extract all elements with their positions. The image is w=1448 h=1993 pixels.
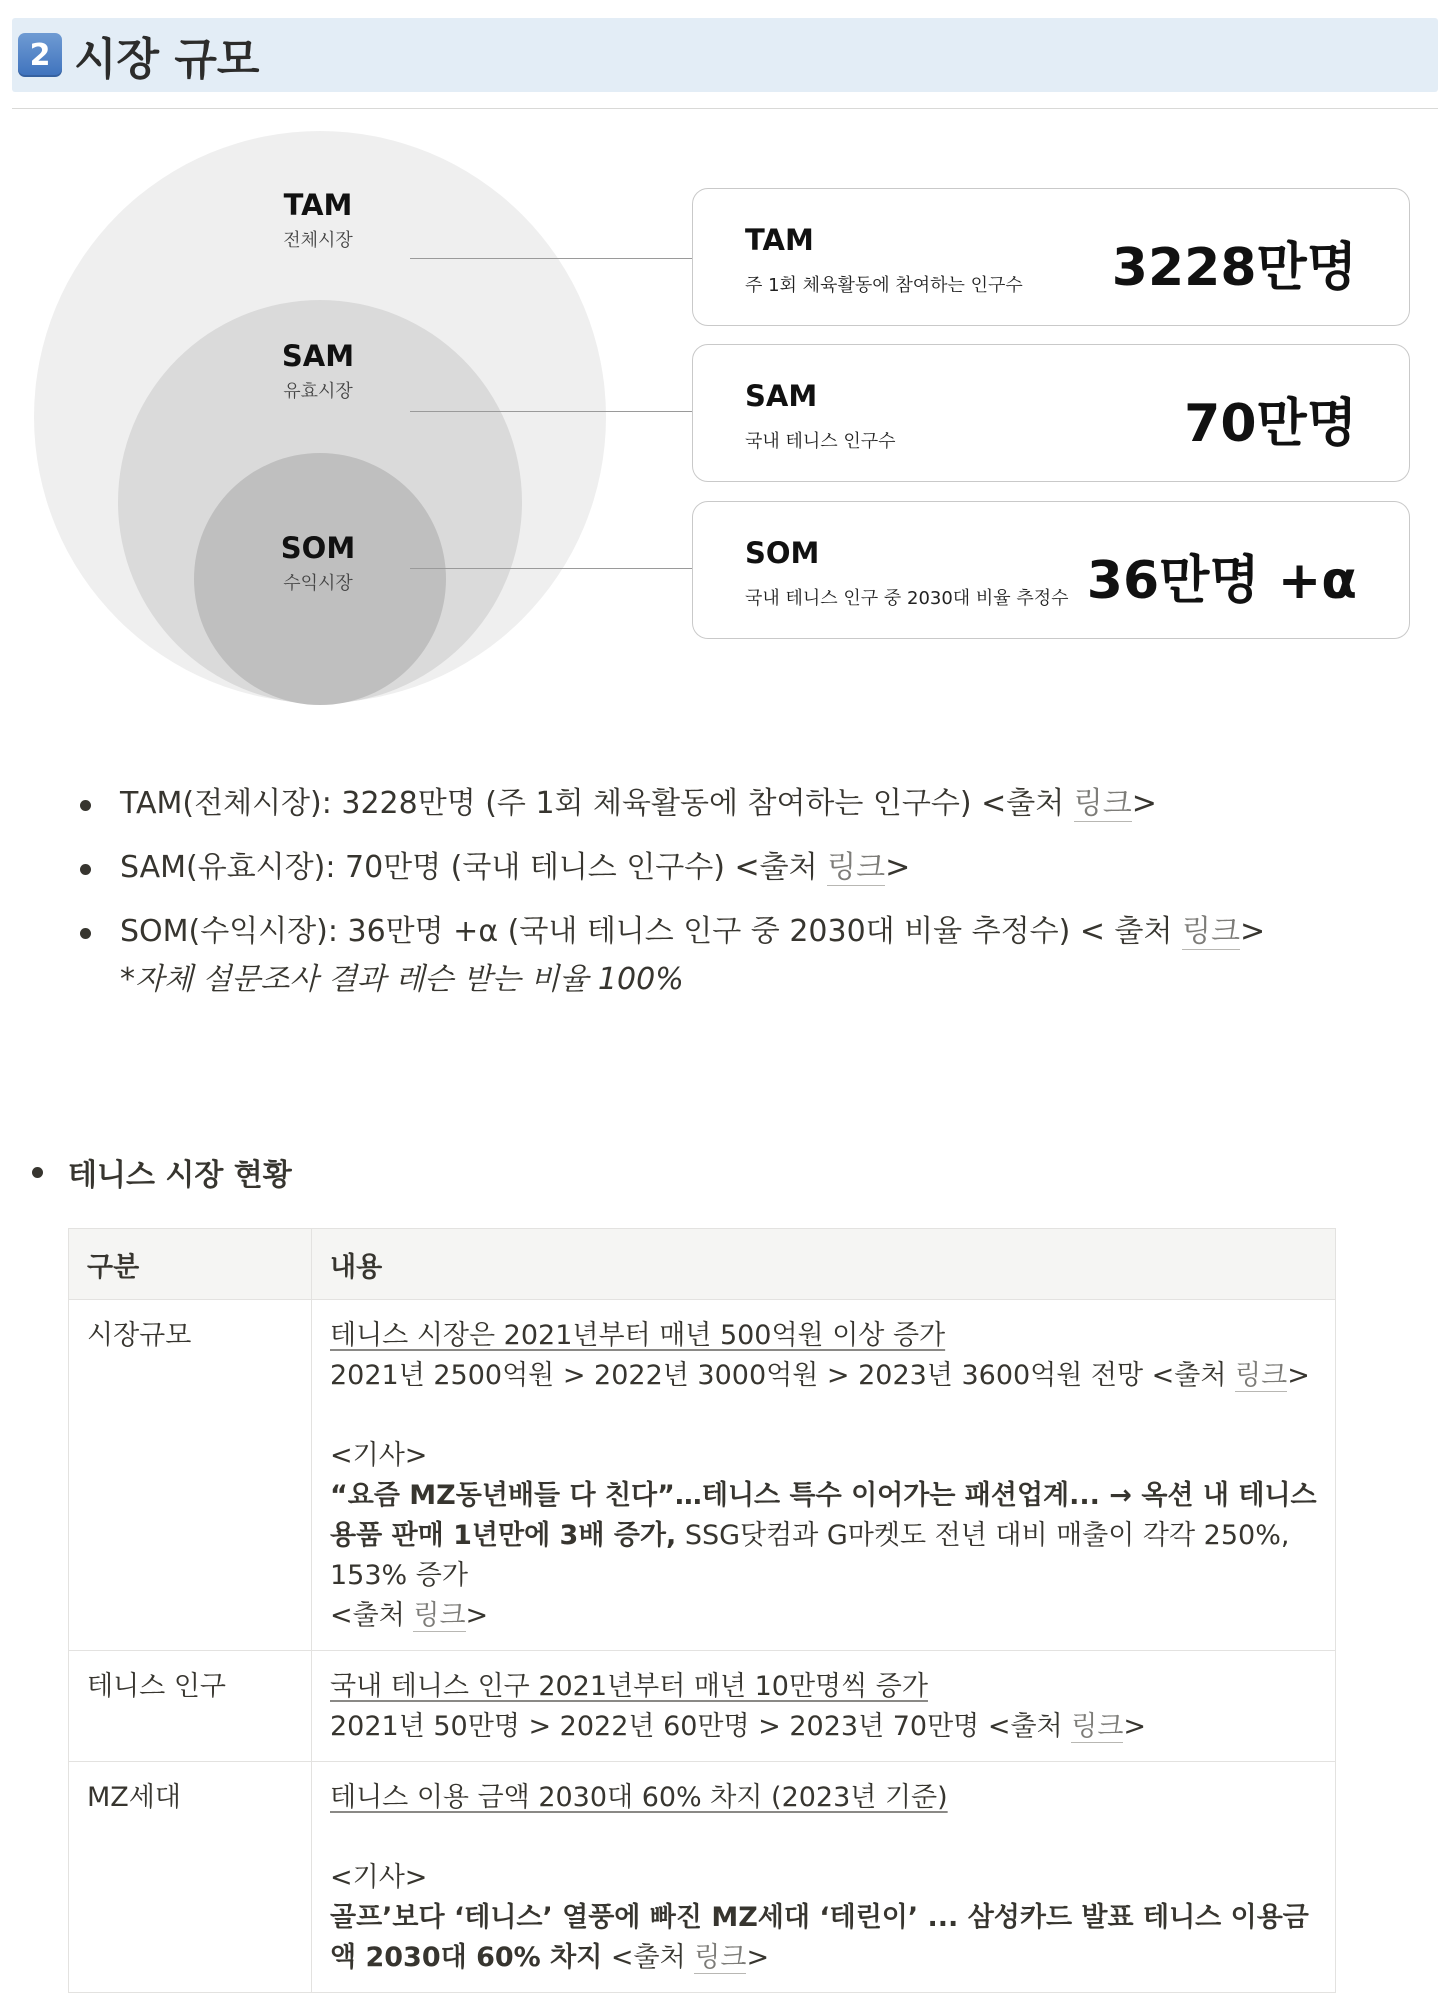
article-source: <출처 <box>330 1600 414 1631</box>
header-content: 내용 <box>312 1229 1336 1300</box>
som-card-value: 36만명 +α <box>1086 551 1357 611</box>
tam-leader-line <box>410 258 692 259</box>
table-row <box>69 1651 1336 1762</box>
tam-card-value: 3228만명 <box>1111 238 1357 298</box>
market-size-bullets <box>80 780 1380 1020</box>
tam-card <box>692 188 1410 326</box>
tam-circle-sub: 전체시장 <box>283 230 353 251</box>
row-detail-end: > <box>1123 1711 1147 1742</box>
sam-circle-abbr: SAM <box>281 339 355 373</box>
sam-card-value: 70만명 <box>1184 394 1357 454</box>
sam-leader-line <box>410 411 692 412</box>
bullet-text: SAM(유효시장): 70만명 (국내 테니스 인구수) <출처 <box>120 850 828 885</box>
article-tag: <기사> <box>330 1862 428 1893</box>
tam-card-abbr: TAM <box>745 223 814 257</box>
som-card-desc: 국내 테니스 인구 중 2030대 비율 추정수 <box>745 588 1069 609</box>
row-headline: 테니스 이용 금액 2030대 60% 차지 (2023년 기준) <box>330 1782 948 1813</box>
tam-circle-abbr: TAM <box>283 188 353 222</box>
source-link[interactable]: 링크 <box>694 1942 747 1973</box>
sam-circle-sub: 유효시장 <box>283 381 353 402</box>
bullet-end: > <box>885 850 911 885</box>
article-source: <출처 <box>602 1942 695 1973</box>
bullet-text: SOM(수익시장): 36만명 +α (국내 테니스 인구 중 2030대 비율 추정수) < 출처 <box>120 914 1183 949</box>
row-label: 시장규모 <box>69 1300 312 1651</box>
row-content <box>312 1300 1336 1651</box>
bullet-tam <box>80 780 1380 828</box>
som-card-abbr: SOM <box>745 536 820 570</box>
row-headline: 테니스 시장은 2021년부터 매년 500억원 이상 증가 <box>330 1320 946 1351</box>
som-circle-abbr: SOM <box>280 531 356 565</box>
sam-card <box>692 344 1410 482</box>
bullet-note: *자체 설문조사 결과 레슨 받는 비율 100% <box>120 962 684 997</box>
tam-card-desc: 주 1회 체육활동에 참여하는 인구수 <box>745 275 1023 296</box>
row-headline: 국내 테니스 인구 2021년부터 매년 10만명씩 증가 <box>330 1671 928 1702</box>
article-source-end: > <box>746 1942 770 1973</box>
table-header-row <box>69 1229 1336 1300</box>
sam-circle-label <box>218 339 418 403</box>
market-status-heading: 테니스 시장 현황 <box>32 1150 292 1194</box>
tam-circle-label <box>218 188 418 252</box>
bullet-som <box>80 908 1380 1004</box>
som-card <box>692 501 1410 639</box>
sam-card-desc: 국내 테니스 인구수 <box>745 431 896 452</box>
article-text: SSG닷컴과 G마켓도 전년 대비 매출이 각각 250%, 153% 증가 <box>330 1520 1290 1591</box>
source-link[interactable]: 링크 <box>413 1600 466 1631</box>
header-divider <box>12 108 1438 109</box>
market-status-table <box>68 1228 1336 1993</box>
row-label: MZ세대 <box>69 1762 312 1993</box>
row-detail: 2021년 2500억원 > 2022년 3000억원 > 2023년 3600억원 전망 <출처 <box>330 1360 1236 1391</box>
section-header <box>12 18 1438 92</box>
som-circle-label <box>218 531 418 595</box>
row-content <box>312 1762 1336 1993</box>
source-link[interactable]: 링크 <box>827 850 886 885</box>
row-detail-end: > <box>1287 1360 1310 1391</box>
article-title: 골프’보다 ‘테니스’ 열풍에 빠진 MZ세대 ‘테린이’ ... 삼성카드 발표 테니스 이용금액 2030대 60% 차지 <box>330 1902 1309 1973</box>
row-content <box>312 1651 1336 1762</box>
som-circle-sub: 수익시장 <box>283 573 353 594</box>
source-link[interactable]: 링크 <box>1235 1360 1288 1391</box>
source-link[interactable]: 링크 <box>1073 786 1132 821</box>
number-badge-icon: 2 <box>18 33 62 77</box>
som-leader-line <box>410 568 692 569</box>
bullet-text: TAM(전체시장): 3228만명 (주 1회 체육활동에 참여하는 인구수) <출처 <box>120 786 1074 821</box>
bullet-end: > <box>1240 914 1266 949</box>
source-link[interactable]: 링크 <box>1182 914 1240 949</box>
sam-card-abbr: SAM <box>745 379 818 413</box>
table-row <box>69 1300 1336 1651</box>
table-row <box>69 1762 1336 1993</box>
article-title: “요즘 MZ동년배들 다 친다”…테니스 특수 이어가는 패션업계... → 옥션 내 테니스 용품 판매 1년만에 3배 증가, <box>330 1480 1317 1551</box>
bullet-sam <box>80 844 1380 892</box>
row-detail: 2021년 50만명 > 2022년 60만명 > 2023년 70만명 <출처 <box>330 1711 1072 1742</box>
article-source-end: > <box>465 1600 489 1631</box>
section-title: 시장 규모 <box>74 34 260 85</box>
row-label: 테니스 인구 <box>69 1651 312 1762</box>
source-link[interactable]: 링크 <box>1071 1711 1124 1742</box>
bullet-end: > <box>1131 786 1157 821</box>
article-tag: <기사> <box>330 1440 428 1471</box>
header-category: 구분 <box>69 1229 312 1300</box>
